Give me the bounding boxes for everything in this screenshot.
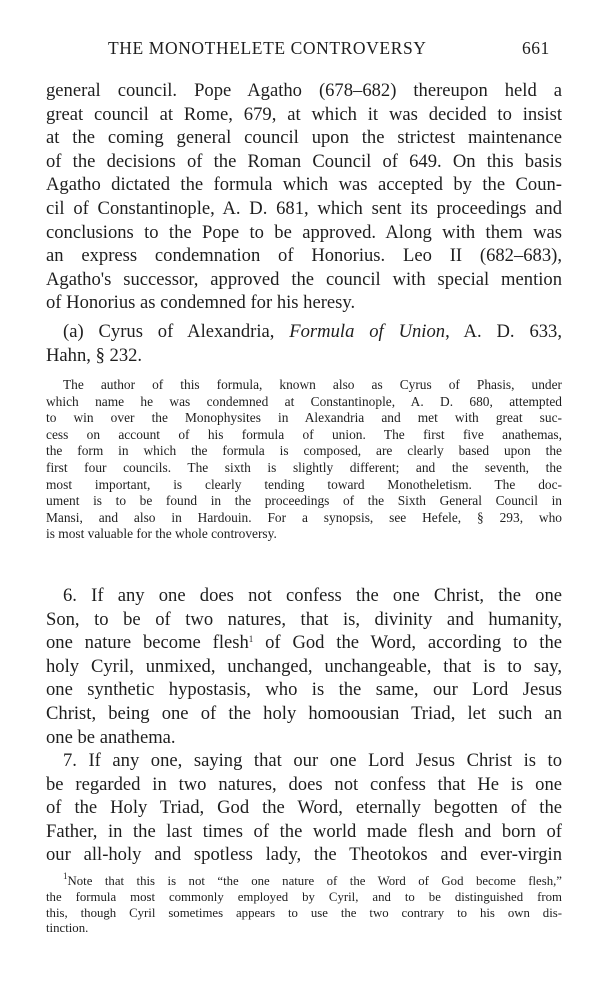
text-line: Agatho dictated the formula which was accepted by the Coun- xyxy=(46,174,562,196)
text-line: one be anathema. xyxy=(46,726,176,748)
note-line: Mansi, and also in Hardouin. For a synopsis, see Hefele, § 293, who xyxy=(46,509,562,525)
note-line: most important, is clearly tending toward Monotheletism. The doc- xyxy=(46,476,562,492)
text-line: great council at Rome, 679, at which it was decided to insist xyxy=(46,103,562,125)
text-line: of the decisions of the Roman Council of 649. On this basis xyxy=(46,150,562,172)
source-date: , A. D. 633, xyxy=(445,321,562,342)
text-line: our all-holy and spotless lady, the Theotokos and ever-virgin xyxy=(46,844,562,866)
running-title: THE MONOTHELETE CONTROVERSY xyxy=(108,38,427,58)
anathema-6 xyxy=(46,584,562,749)
intro-paragraph xyxy=(46,79,562,315)
text-line: Son, to be of two natures, that is, divinity and humanity, xyxy=(46,608,562,630)
source-author: Cyrus of Alexandria, xyxy=(98,321,275,342)
text-line: conclusions to the Pope to be approved. Along with them was xyxy=(46,221,562,243)
footnote-line: tinction. xyxy=(46,921,89,936)
text-line: 7. If any one, saying that our one Lord Jesus Christ is to xyxy=(63,750,562,771)
text-line: an express condemnation of Honorius. Leo II (682–683), xyxy=(46,245,562,267)
source-label: (a) xyxy=(63,321,84,342)
text-line: 6. If any one does not confess the one Christ, the one xyxy=(63,585,562,606)
note-line: to win over the Monophysites in Alexandria and met with great suc- xyxy=(46,410,562,426)
text-line: Father, in the last times of the world made flesh and born of xyxy=(46,820,562,842)
text-line: at the coming general council upon the strictest maintenance xyxy=(46,127,562,149)
note-line: which name he was condemned at Constantinople, A. D. 680, attempted xyxy=(46,393,562,409)
editorial-note xyxy=(46,377,562,543)
note-line: ument is to be found in the proceedings of the Sixth General Council in xyxy=(46,493,562,509)
footnote-ref[interactable]: 1 xyxy=(248,634,254,645)
source-heading-line xyxy=(46,320,562,344)
running-header xyxy=(0,38,607,62)
note-line: is most valuable for the whole controversy. xyxy=(46,526,277,542)
source-title: Formula of Union xyxy=(289,321,446,342)
note-line: The author of this formula, known also as Cyrus of Phasis, under xyxy=(63,377,562,392)
text-line: one synthetic hypostasis, who is the same, our Lord Jesus xyxy=(46,679,562,701)
text-line: Christ, being one of the holy homoousian Triad, let such an xyxy=(46,702,562,724)
footnote-line: this, though Cyril sometimes appears to use the two contrary to his own dis- xyxy=(46,905,562,920)
text-line: cil of Constantinople, A. D. 681, which sent its proceedings and xyxy=(46,197,562,219)
text-line: Agatho's successor, approved the council with special mention xyxy=(46,268,562,290)
note-line: the form in which the formula is composed, are clearly based upon the xyxy=(46,443,562,459)
text-line: of Honorius as condemned for his heresy. xyxy=(46,292,356,314)
footnote-line: the formula most commonly employed by Cyril, and to be distinguished from xyxy=(46,889,562,904)
text-line: of the Holy Triad, God the Word, eternally begotten of the xyxy=(46,797,562,819)
text-line: general council. Pope Agatho (678–682) thereupon held a xyxy=(46,80,562,101)
note-line: first four councils. The sixth is slightly different; and the seventh, the xyxy=(46,459,562,475)
source-heading xyxy=(46,320,562,367)
footnote-marker: 1 xyxy=(63,871,68,881)
text-line: be regarded in two natures, does not confess that He is one xyxy=(46,773,562,795)
page-number: 661 xyxy=(522,38,550,58)
anathema-7 xyxy=(46,749,562,867)
text-line: holy Cyril, unmixed, unchanged, unchangeable, that is to say, xyxy=(46,655,562,677)
note-line: cess on account of his formula of union. The first five anathemas, xyxy=(46,426,562,442)
source-reference: Hahn, § 232. xyxy=(46,344,143,366)
footnote xyxy=(46,871,562,937)
footnote-line: $^1$Note that this is not “the one nature of the Word of God become flesh,” xyxy=(63,871,562,888)
text-line: one nature become flesh$^1$ of God the Word, according to the xyxy=(46,632,562,654)
